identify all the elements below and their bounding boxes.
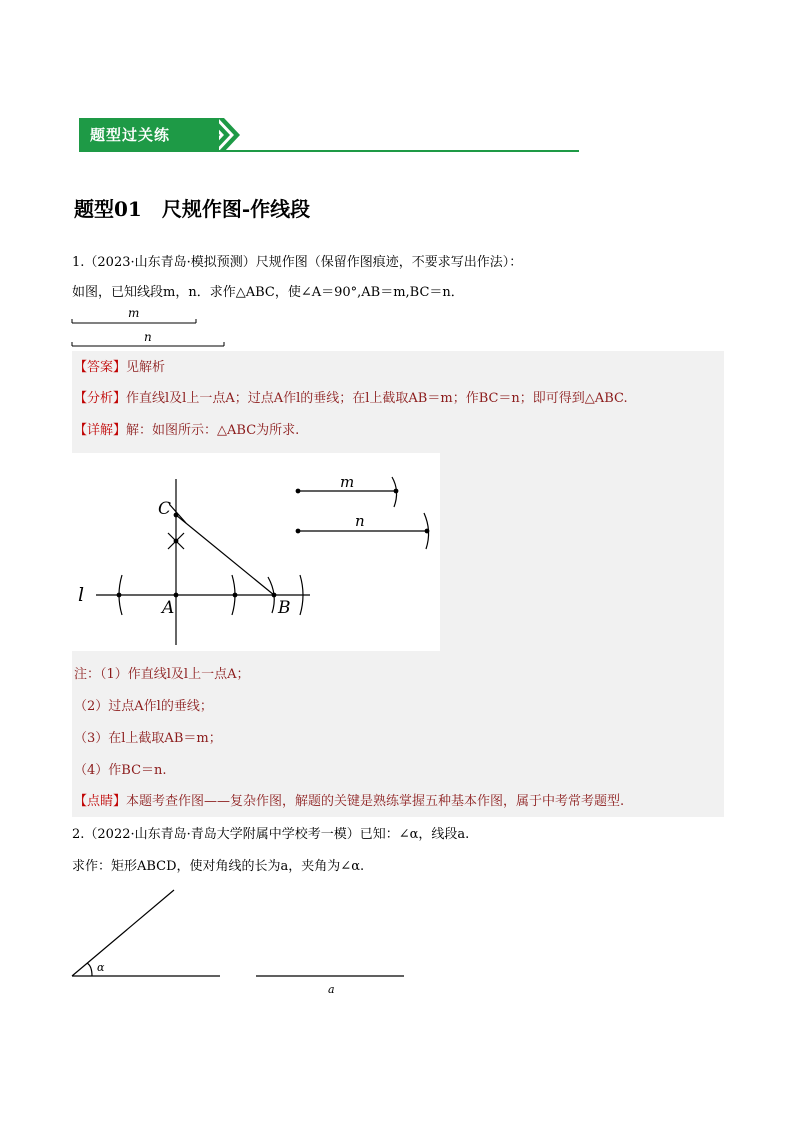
label-n: n [144, 330, 152, 344]
label-l: l [78, 584, 85, 606]
note-4: （4）作BC＝n. [74, 763, 167, 778]
answer-label: 【答案】 [74, 360, 127, 375]
note-2: （2）过点A作l的垂线； [74, 699, 213, 714]
answer-text: 见解析 [126, 360, 166, 375]
comment-text: 本题考查作图——复杂作图，解题的关键是熟练掌握五种基本作图，属于中考常考题型. [126, 794, 625, 809]
banner-stripes-icon [196, 118, 244, 152]
analysis-label: 【分析】 [74, 391, 127, 406]
detail-line [74, 422, 299, 440]
detail-label: 【详解】 [74, 423, 127, 438]
fig-label-m: m [340, 473, 355, 491]
note-3: （3）在l上截取AB＝m； [74, 731, 222, 746]
analysis-text: 作直线l及l上一点A；过点A作l的垂线；在l上截取AB＝m；作BC＝n；即可得到△ABC. [126, 391, 628, 406]
analysis-line [74, 390, 628, 408]
detail-text: 解：如图所示：△ABC为所求. [126, 423, 300, 438]
q2-line2: 求作：矩形ABCD，使对角线的长为a，夹角为∠α. [72, 859, 365, 874]
label-m: m [128, 306, 140, 320]
construction-figure [72, 453, 440, 651]
answer-line [74, 359, 165, 377]
label-B: B [278, 598, 291, 618]
label-C: C [158, 499, 172, 519]
label-a: a [328, 983, 335, 996]
q1-line2: 如图，已知线段m，n．求作△ABC，使∠A＝90°,AB＝m,BC＝n． [72, 285, 464, 300]
label-A: A [162, 598, 175, 618]
q2-figure [68, 886, 413, 1000]
banner-title: 题型过关练 [90, 126, 171, 144]
banner-underline [79, 150, 579, 152]
note-1: 注：（1）作直线l及l上一点A； [74, 667, 250, 682]
q1-segments-figure [70, 305, 240, 351]
q2-line1: 2.（2022·山东青岛·青岛大学附属中学校考一模）已知：∠α，线段a. [72, 827, 470, 842]
q1-line1: 1.（2023·山东青岛·模拟预测）尺规作图（保留作图痕迹，不要求写出作法）： [72, 255, 523, 270]
section-title: 题型01 尺规作图-作线段 [74, 197, 311, 221]
label-alpha: α [97, 961, 105, 974]
comment-label: 【点睛】 [74, 794, 127, 809]
comment-line [74, 793, 624, 811]
fig-label-n: n [355, 512, 365, 530]
